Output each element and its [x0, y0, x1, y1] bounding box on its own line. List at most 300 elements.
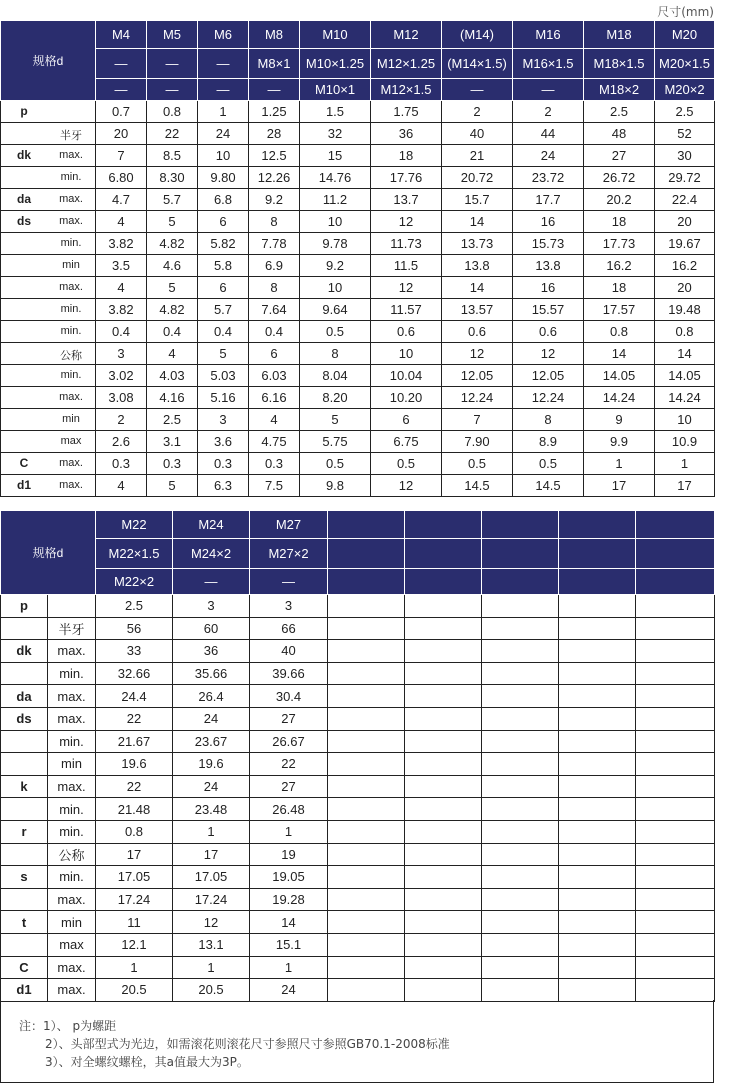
value-cell: 13.7 [371, 189, 442, 211]
empty-cell [559, 888, 636, 911]
param-sub-label: max. [59, 215, 83, 227]
value-cell: 19.05 [250, 866, 328, 889]
param-label: k [1, 775, 48, 798]
header-cell: M8 [249, 21, 300, 49]
empty-cell [482, 685, 559, 708]
param-cell [1, 123, 96, 145]
value-cell: 36 [371, 123, 442, 145]
value-cell: 10.20 [371, 387, 442, 409]
value-cell: 7.64 [249, 299, 300, 321]
header-cell: M10 [300, 21, 371, 49]
param-label [1, 617, 48, 640]
value-cell: 3 [198, 409, 249, 431]
empty-cell [482, 753, 559, 776]
empty-header-cell [328, 539, 405, 569]
value-cell: 24 [173, 707, 250, 730]
empty-cell [559, 595, 636, 618]
empty-cell [328, 798, 405, 821]
value-cell: 2 [96, 409, 147, 431]
value-cell: 1.5 [300, 101, 371, 123]
value-cell: 6.9 [249, 255, 300, 277]
value-cell: 9.8 [300, 475, 371, 497]
value-cell: 4.75 [249, 431, 300, 453]
value-cell: 24 [513, 145, 584, 167]
value-cell: 19.6 [173, 753, 250, 776]
empty-cell [405, 685, 482, 708]
header-cell: M22 [96, 511, 173, 539]
param-sub-label: min [48, 753, 96, 776]
empty-cell [328, 820, 405, 843]
value-cell: 9 [584, 409, 655, 431]
value-cell: 12.24 [442, 387, 513, 409]
empty-cell [636, 617, 715, 640]
value-cell: 16 [513, 277, 584, 299]
value-cell: 13.8 [442, 255, 513, 277]
value-cell: 22 [147, 123, 198, 145]
value-cell: 2.6 [96, 431, 147, 453]
empty-cell [482, 707, 559, 730]
empty-header-cell [405, 539, 482, 569]
param-label [1, 753, 48, 776]
value-cell: 14 [584, 343, 655, 365]
param-sub-label: max. [59, 149, 83, 161]
value-cell: 2.5 [655, 101, 715, 123]
value-cell: 19.67 [655, 233, 715, 255]
empty-cell [636, 888, 715, 911]
header-cell: M10×1 [300, 79, 371, 101]
value-cell: 22 [96, 775, 173, 798]
value-cell: 3.02 [96, 365, 147, 387]
value-cell: 17 [96, 843, 173, 866]
param-cell [1, 189, 96, 211]
empty-cell [636, 798, 715, 821]
value-cell: 2 [442, 101, 513, 123]
empty-cell [328, 640, 405, 663]
empty-cell [559, 753, 636, 776]
value-cell: 11.73 [371, 233, 442, 255]
header-cell: M5 [147, 21, 198, 49]
empty-cell [482, 956, 559, 979]
param-sub-label: max. [59, 457, 83, 469]
value-cell: 14.05 [584, 365, 655, 387]
header-cell: M12×1.25 [371, 49, 442, 79]
empty-cell [636, 707, 715, 730]
value-cell: 21 [442, 145, 513, 167]
empty-cell [405, 956, 482, 979]
param-sub-label: max. [48, 685, 96, 708]
param-label: da [1, 685, 48, 708]
value-cell: 9.9 [584, 431, 655, 453]
param-label: t [1, 911, 48, 934]
value-cell: 10 [198, 145, 249, 167]
value-cell: 6 [198, 277, 249, 299]
param-sub-label: max. [48, 979, 96, 1002]
value-cell: 20 [96, 123, 147, 145]
empty-cell [405, 866, 482, 889]
value-cell: 8 [249, 277, 300, 299]
param-sub-label: min. [60, 303, 82, 315]
empty-cell [636, 933, 715, 956]
value-cell: 15 [300, 145, 371, 167]
empty-cell [405, 933, 482, 956]
value-cell: 7.90 [442, 431, 513, 453]
param-label: ds [1, 707, 48, 730]
value-cell: 14.24 [655, 387, 715, 409]
value-cell: 8 [249, 211, 300, 233]
value-cell: 44 [513, 123, 584, 145]
value-cell: 19.6 [96, 753, 173, 776]
value-cell: 22 [250, 753, 328, 776]
empty-cell [559, 820, 636, 843]
value-cell: 40 [250, 640, 328, 663]
header-cell: M10×1.25 [300, 49, 371, 79]
value-cell: 9.64 [300, 299, 371, 321]
value-cell: 10 [300, 211, 371, 233]
param-sub-label: min. [60, 369, 82, 381]
value-cell: 27 [250, 707, 328, 730]
value-cell: 14 [250, 911, 328, 934]
value-cell: 2.5 [584, 101, 655, 123]
value-cell: 16.2 [655, 255, 715, 277]
value-cell: 17.73 [584, 233, 655, 255]
header-cell: (M14) [442, 21, 513, 49]
value-cell: 5.8 [198, 255, 249, 277]
header-cell: — [513, 79, 584, 101]
value-cell: 12 [371, 211, 442, 233]
value-cell: 52 [655, 123, 715, 145]
value-cell: 5.16 [198, 387, 249, 409]
value-cell: 6.80 [96, 167, 147, 189]
empty-cell [559, 866, 636, 889]
header-cell: M12 [371, 21, 442, 49]
empty-cell [482, 933, 559, 956]
value-cell: 0.8 [147, 101, 198, 123]
empty-cell [559, 640, 636, 663]
value-cell: 11.57 [371, 299, 442, 321]
value-cell: 0.5 [300, 453, 371, 475]
value-cell: 12.05 [442, 365, 513, 387]
value-cell: 5 [300, 409, 371, 431]
param-sub-label: 半牙 [48, 617, 96, 640]
empty-cell [482, 730, 559, 753]
param-sub-label: max. [48, 640, 96, 663]
value-cell: 0.3 [147, 453, 198, 475]
empty-header-cell [482, 511, 559, 539]
empty-cell [405, 640, 482, 663]
empty-cell [405, 753, 482, 776]
value-cell: 8.30 [147, 167, 198, 189]
param-sub-label: max. [59, 479, 83, 491]
param-sub-label: min [48, 911, 96, 934]
value-cell: 5.03 [198, 365, 249, 387]
empty-cell [636, 775, 715, 798]
value-cell: 1 [173, 820, 250, 843]
value-cell: 10 [300, 277, 371, 299]
empty-cell [328, 843, 405, 866]
empty-cell [559, 775, 636, 798]
value-cell: 7.5 [249, 475, 300, 497]
empty-cell [405, 820, 482, 843]
header-cell: M22×2 [96, 569, 173, 595]
value-cell: 33 [96, 640, 173, 663]
header-cell: M27 [250, 511, 328, 539]
value-cell: 0.3 [198, 453, 249, 475]
empty-cell [405, 662, 482, 685]
value-cell: 14.24 [584, 387, 655, 409]
header-cell: — [147, 49, 198, 79]
param-sub-label: min. [60, 237, 82, 249]
empty-cell [559, 798, 636, 821]
empty-cell [636, 979, 715, 1002]
empty-cell [328, 911, 405, 934]
param-cell [1, 255, 96, 277]
value-cell: 0.8 [96, 820, 173, 843]
value-cell: 13.8 [513, 255, 584, 277]
param-label: d1 [16, 478, 31, 492]
value-cell: 19.48 [655, 299, 715, 321]
empty-cell [328, 979, 405, 1002]
empty-cell [405, 617, 482, 640]
value-cell: 12.05 [513, 365, 584, 387]
value-cell: 17.7 [513, 189, 584, 211]
empty-cell [328, 933, 405, 956]
param-cell [1, 277, 96, 299]
value-cell: 4.16 [147, 387, 198, 409]
empty-cell [636, 956, 715, 979]
empty-cell [405, 798, 482, 821]
param-label: C [1, 956, 48, 979]
header-cell: M18×1.5 [584, 49, 655, 79]
value-cell: 5.7 [147, 189, 198, 211]
header-cell: M18 [584, 21, 655, 49]
empty-header-cell [482, 569, 559, 595]
value-cell: 4 [96, 277, 147, 299]
value-cell: 6 [249, 343, 300, 365]
empty-header-cell [559, 539, 636, 569]
value-cell: 14 [442, 211, 513, 233]
empty-cell [482, 662, 559, 685]
header-cell: M22×1.5 [96, 539, 173, 569]
param-sub-label: max. [59, 193, 83, 205]
value-cell: 56 [96, 617, 173, 640]
empty-cell [482, 617, 559, 640]
value-cell: 10.04 [371, 365, 442, 387]
param-sub-label: min. [60, 171, 82, 183]
param-sub-label: 公称 [60, 350, 82, 362]
value-cell: 26.72 [584, 167, 655, 189]
param-cell [1, 321, 96, 343]
value-cell: 5.82 [198, 233, 249, 255]
value-cell: 3.82 [96, 299, 147, 321]
param-sub-label: min. [60, 325, 82, 337]
value-cell: 1 [173, 956, 250, 979]
empty-cell [636, 730, 715, 753]
value-cell: 13.73 [442, 233, 513, 255]
value-cell: 22.4 [655, 189, 715, 211]
value-cell: 17.24 [96, 888, 173, 911]
value-cell: 4.03 [147, 365, 198, 387]
value-cell: 14.5 [442, 475, 513, 497]
empty-header-cell [636, 511, 715, 539]
value-cell: 36 [173, 640, 250, 663]
empty-cell [482, 640, 559, 663]
value-cell: 9.2 [249, 189, 300, 211]
param-label: s [1, 866, 48, 889]
value-cell: 3.08 [96, 387, 147, 409]
param-cell [1, 387, 96, 409]
value-cell: 17 [173, 843, 250, 866]
value-cell: 7 [96, 145, 147, 167]
empty-cell [328, 888, 405, 911]
unit-label: 尺寸(mm) [657, 5, 714, 19]
value-cell: 14 [442, 277, 513, 299]
param-label [1, 888, 48, 911]
param-label: p [1, 595, 48, 618]
value-cell: 23.48 [173, 798, 250, 821]
spec-label: 规格d [1, 511, 96, 595]
value-cell: 4 [147, 343, 198, 365]
param-cell [1, 343, 96, 365]
header-cell: M20×1.5 [655, 49, 715, 79]
param-cell [1, 167, 96, 189]
param-label: ds [16, 214, 31, 228]
value-cell: 1 [250, 820, 328, 843]
empty-cell [328, 707, 405, 730]
value-cell: 2.5 [96, 595, 173, 618]
value-cell: 1 [584, 453, 655, 475]
header-cell: M6 [198, 21, 249, 49]
value-cell: 5.75 [300, 431, 371, 453]
value-cell: 4.6 [147, 255, 198, 277]
empty-cell [405, 707, 482, 730]
param-sub-label: min [62, 259, 80, 271]
value-cell: 0.5 [371, 453, 442, 475]
value-cell: 17.05 [173, 866, 250, 889]
value-cell: 24 [198, 123, 249, 145]
empty-cell [559, 707, 636, 730]
empty-cell [559, 617, 636, 640]
header-cell: — [96, 79, 147, 101]
value-cell: 0.6 [513, 321, 584, 343]
value-cell: 0.6 [371, 321, 442, 343]
value-cell: 5 [147, 211, 198, 233]
param-cell [1, 409, 96, 431]
value-cell: 3 [173, 595, 250, 618]
spec-table-1 [0, 20, 715, 497]
value-cell: 66 [250, 617, 328, 640]
note-line: 3）、对全螺纹螺栓，其a值最大为3P。 [45, 1055, 249, 1069]
empty-header-cell [559, 511, 636, 539]
value-cell: 23.67 [173, 730, 250, 753]
empty-header-cell [636, 539, 715, 569]
empty-cell [328, 956, 405, 979]
value-cell: 13.57 [442, 299, 513, 321]
header-cell: M20 [655, 21, 715, 49]
header-cell: — [249, 79, 300, 101]
value-cell: 20 [655, 277, 715, 299]
value-cell: 22 [96, 707, 173, 730]
value-cell: 26.67 [250, 730, 328, 753]
param-sub-label: max. [59, 391, 83, 403]
param-label: C [19, 456, 29, 470]
empty-cell [559, 662, 636, 685]
value-cell: 6.3 [198, 475, 249, 497]
value-cell: 12.1 [96, 933, 173, 956]
empty-cell [559, 956, 636, 979]
param-cell [1, 101, 96, 123]
value-cell: 6.75 [371, 431, 442, 453]
empty-cell [636, 843, 715, 866]
param-label: da [16, 192, 31, 206]
value-cell: 20.2 [584, 189, 655, 211]
spec-label: 规格d [1, 21, 96, 101]
value-cell: 4 [96, 211, 147, 233]
value-cell: 0.4 [147, 321, 198, 343]
value-cell: 14.5 [513, 475, 584, 497]
value-cell: 20.5 [173, 979, 250, 1002]
value-cell: 1 [96, 956, 173, 979]
param-sub-label [48, 595, 96, 618]
value-cell: 4 [96, 475, 147, 497]
empty-cell [482, 866, 559, 889]
empty-header-cell [559, 569, 636, 595]
param-cell [1, 453, 96, 475]
value-cell: 0.3 [96, 453, 147, 475]
value-cell: 24 [173, 775, 250, 798]
value-cell: 0.5 [300, 321, 371, 343]
header-cell: M8×1 [249, 49, 300, 79]
value-cell: 0.4 [96, 321, 147, 343]
value-cell: 10 [655, 409, 715, 431]
value-cell: 12 [513, 343, 584, 365]
value-cell: 4.82 [147, 299, 198, 321]
header-cell: M12×1.5 [371, 79, 442, 101]
value-cell: 39.66 [250, 662, 328, 685]
empty-cell [405, 911, 482, 934]
value-cell: 0.4 [198, 321, 249, 343]
value-cell: 8 [300, 343, 371, 365]
value-cell: 4.7 [96, 189, 147, 211]
value-cell: 16 [513, 211, 584, 233]
value-cell: 12.24 [513, 387, 584, 409]
empty-header-cell [328, 511, 405, 539]
empty-cell [482, 888, 559, 911]
note-line: 2）、头部型式为光边，如需滚花则滚花尺寸参照尺寸参照GB70.1-2008标准 [45, 1037, 450, 1051]
header-cell: — [250, 569, 328, 595]
value-cell: 12 [442, 343, 513, 365]
value-cell: 32 [300, 123, 371, 145]
value-cell: 20.5 [96, 979, 173, 1002]
header-cell: M16 [513, 21, 584, 49]
value-cell: 8 [513, 409, 584, 431]
value-cell: 19 [250, 843, 328, 866]
value-cell: 18 [584, 277, 655, 299]
value-cell: 26.48 [250, 798, 328, 821]
value-cell: 26.4 [173, 685, 250, 708]
value-cell: 30.4 [250, 685, 328, 708]
spec-table-2 [0, 510, 715, 1002]
value-cell: 6.03 [249, 365, 300, 387]
value-cell: 12.26 [249, 167, 300, 189]
value-cell: 60 [173, 617, 250, 640]
value-cell: 17 [584, 475, 655, 497]
header-cell: — [173, 569, 250, 595]
value-cell: 0.6 [442, 321, 513, 343]
empty-header-cell [636, 569, 715, 595]
param-sub-label: 半牙 [60, 130, 82, 142]
header-cell: M24 [173, 511, 250, 539]
empty-cell [559, 843, 636, 866]
